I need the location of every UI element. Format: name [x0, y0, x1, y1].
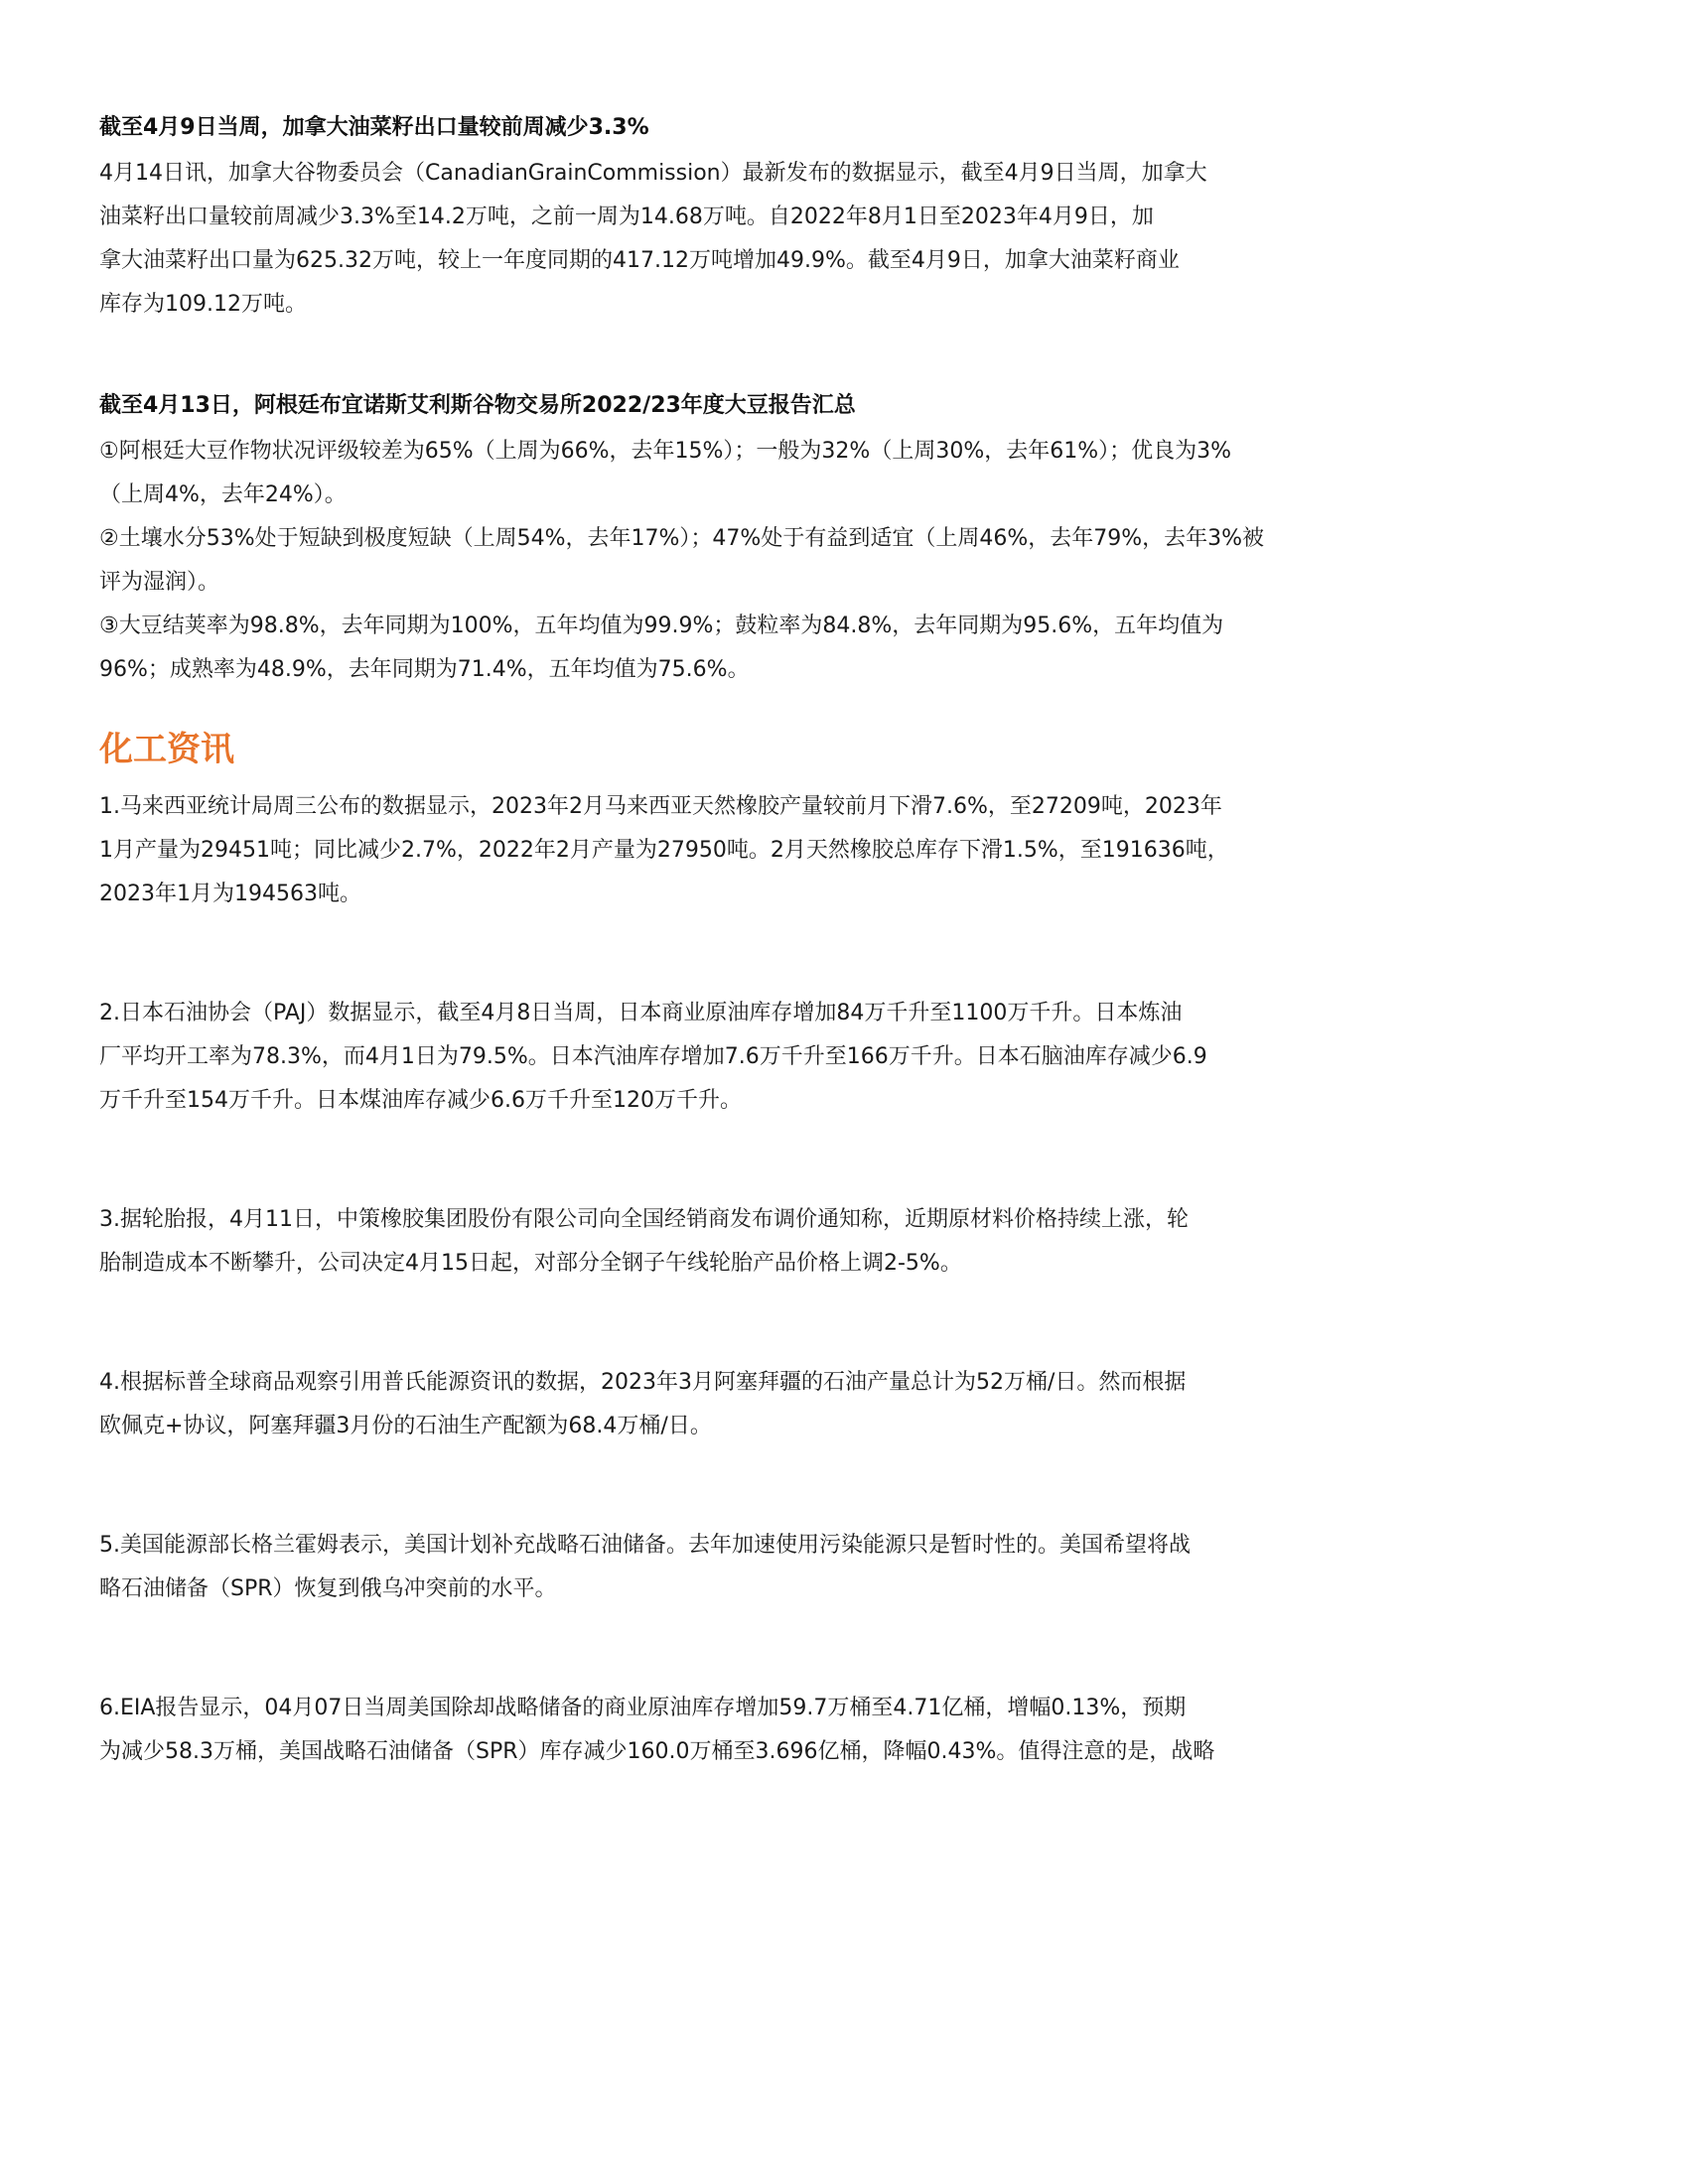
paragraph-line: 胎制造成本不断攀升，公司决定4月15日起，对部分全钢子午线轮胎产品价格上调2-5%。 — [99, 1251, 962, 1276]
paragraph-line: 1.马来西亚统计局周三公布的数据显示，2023年2月马来西亚天然橡胶产量较前月下滑7.6%，至27209吨，2023年 — [99, 794, 1222, 819]
paragraph-line: 厂平均开工率为78.3%，而4月1日为79.5%。日本汽油库存增加7.6万千升至166万千升。日本石脑油库存减少6.9 — [99, 1044, 1207, 1069]
paragraph-line: 3.据轮胎报，4月11日，中策橡胶集团股份有限公司向全国经销商发布调价通知称，近期原材料价格持续上涨，轮 — [99, 1207, 1189, 1232]
paragraph-line: 6.EIA报告显示，04月07日当周美国除却战略储备的商业原油库存增加59.7万桶至4.71亿桶，增幅0.13%，预期 — [99, 1696, 1187, 1720]
paragraph-line: ③大豆结荚率为98.8%，去年同期为100%，五年均值为99.9%；鼓粒率为84.8%，去年同期为95.6%，五年均值为 — [99, 614, 1224, 638]
paragraph-line: 略石油储备（SPR）恢复到俄乌冲突前的水平。 — [99, 1576, 557, 1601]
news-block-canola — [99, 104, 1589, 327]
chem-news-item — [99, 1524, 1589, 1611]
paragraph-line: ②土壤水分53%处于短缺到极度短缺（上周54%，去年17%）；47%处于有益到适宜（上周46%，去年79%，去年3%被 — [99, 526, 1265, 551]
paragraph-line: 万千升至154万千升。日本煤油库存减少6.6万千升至120万千升。 — [99, 1088, 742, 1113]
paragraph-line: 为减少58.3万桶，美国战略石油储备（SPR）库存减少160.0万桶至3.696亿桶，降幅0.43%。值得注意的是，战略 — [99, 1739, 1215, 1764]
spacer — [99, 916, 1589, 992]
paragraph-line: 4月14日讯，加拿大谷物委员会（CanadianGrainCommission）最新发布的数据显示，截至4月9日当周，加拿大 — [99, 161, 1207, 186]
news-title: 截至4月13日，阿根廷布宜诺斯艾利斯谷物交易所2022/23年度大豆报告汇总 — [99, 393, 856, 418]
paragraph-line: ①阿根廷大豆作物状况评级较差为65%（上周为66%，去年15%）；一般为32%（上周30%，去年61%）；优良为3% — [99, 439, 1232, 464]
spacer — [99, 327, 1589, 382]
document-page — [99, 104, 1589, 1774]
paragraph-line: （上周4%，去年24%）。 — [99, 482, 347, 507]
paragraph-line: 评为湿润）。 — [99, 570, 220, 595]
chem-news-item — [99, 1198, 1589, 1286]
paragraph-line: 2023年1月为194563吨。 — [99, 882, 361, 906]
spacer — [99, 1286, 1589, 1361]
spacer — [99, 1611, 1589, 1687]
spacer — [99, 1448, 1589, 1524]
chem-news-item — [99, 1361, 1589, 1448]
paragraph-line: 拿大油菜籽出口量为625.32万吨，较上一年度同期的417.12万吨增加49.9%。截至4月9日，加拿大油菜籽商业 — [99, 248, 1180, 273]
section-heading-chem: 化工资讯 — [99, 730, 234, 769]
spacer — [99, 1123, 1589, 1198]
paragraph-line: 5.美国能源部长格兰霍姆表示，美国计划补充战略石油储备。去年加速使用污染能源只是暂时性的。美国希望将战 — [99, 1533, 1191, 1558]
paragraph-line: 96%；成熟率为48.9%，去年同期为71.4%，五年均值为75.6%。 — [99, 657, 750, 682]
paragraph-line: 4.根据标普全球商品观察引用普氏能源资讯的数据，2023年3月阿塞拜疆的石油产量总计为52万桶/日。然而根据 — [99, 1370, 1187, 1395]
chem-news-item — [99, 1687, 1589, 1774]
paragraph-line: 2.日本石油协会（PAJ）数据显示，截至4月8日当周，日本商业原油库存增加84万千升至1100万千升。日本炼油 — [99, 1001, 1183, 1025]
paragraph-line: 1月产量为29451吨；同比减少2.7%，2022年2月产量为27950吨。2月天然橡胶总库存下滑1.5%，至191636吨， — [99, 838, 1229, 863]
news-title: 截至4月9日当周，加拿大油菜籽出口量较前周减少3.3% — [99, 115, 649, 140]
paragraph-line: 欧佩克+协议，阿塞拜疆3月份的石油生产配额为68.4万桶/日。 — [99, 1414, 712, 1438]
news-block-soybean — [99, 382, 1589, 692]
chem-news-item — [99, 785, 1589, 916]
chem-news-item — [99, 992, 1589, 1123]
paragraph-line: 油菜籽出口量较前周减少3.3%至14.2万吨，之前一周为14.68万吨。自2022年8月1日至2023年4月9日，加 — [99, 205, 1154, 229]
paragraph-line: 库存为109.12万吨。 — [99, 292, 307, 317]
